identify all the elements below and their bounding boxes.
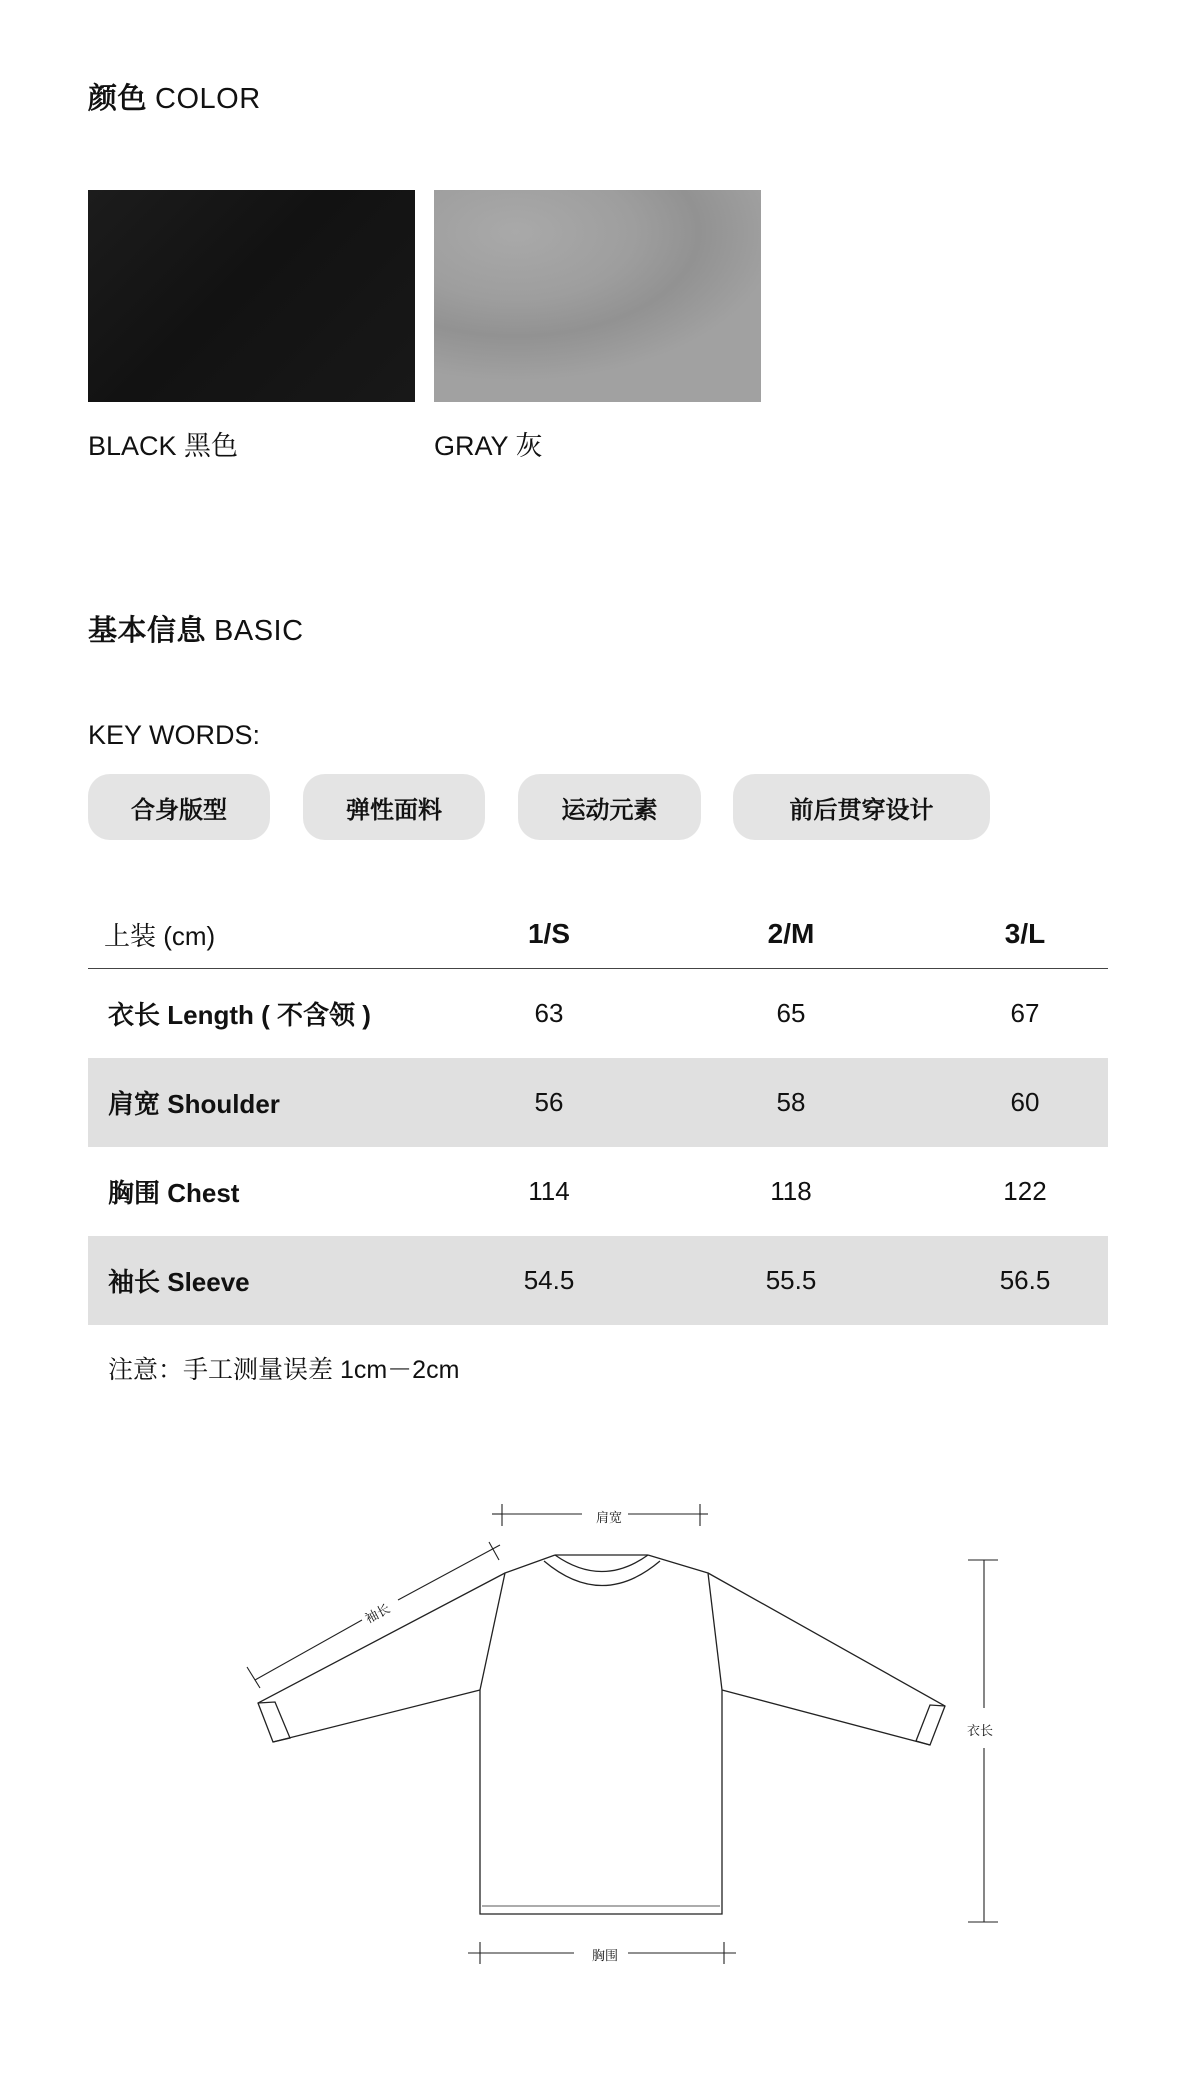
cell-value: 122	[1003, 1176, 1047, 1206]
gray-swatch[interactable]	[434, 190, 761, 402]
table-header-row	[88, 900, 1108, 969]
black-swatch[interactable]	[88, 190, 415, 402]
size-table	[88, 900, 1108, 1325]
color-section-title	[88, 76, 261, 117]
size-header-l: 3/L	[1004, 918, 1046, 949]
table-row-shoulder	[88, 1058, 1108, 1147]
diagram-label-shoulder: 肩宽	[595, 1510, 622, 1525]
diagram-label-sleeve: 袖长	[362, 1600, 393, 1627]
cell-value: 58	[776, 1087, 806, 1117]
diagram-label-length: 衣长	[967, 1723, 994, 1738]
cell-value: 67	[1010, 998, 1040, 1028]
basic-title-en: BASIC	[214, 615, 304, 647]
row-label: 胸围 Chest	[108, 1178, 240, 1208]
cell-value: 118	[770, 1176, 812, 1206]
measurement-note: 注意：手工测量误差 1cm－2cm	[108, 1356, 460, 1384]
keyword-pill-fit: 合身版型	[88, 774, 270, 840]
cell-value: 56.5	[999, 1265, 1051, 1295]
row-label: 袖长 Sleeve	[108, 1267, 250, 1297]
diagram-label-chest: 胸围	[591, 1948, 618, 1963]
keyword-pill-stretch: 弹性面料	[303, 774, 485, 840]
keywords-title: KEY WORDS:	[88, 720, 261, 750]
size-header-s: 1/S	[527, 918, 571, 949]
row-label: 衣长 Length ( 不含领 )	[108, 1000, 371, 1030]
table-header-label: 上装 (cm)	[104, 920, 216, 951]
cell-value: 65	[776, 998, 806, 1028]
keyword-pill-design: 前后贯穿设计	[733, 774, 990, 840]
table-row-sleeve	[88, 1236, 1108, 1325]
size-header-m: 2/M	[767, 918, 815, 949]
cell-value: 54.5	[523, 1265, 575, 1295]
row-label: 肩宽 Shoulder	[108, 1089, 280, 1119]
basic-section-title	[88, 608, 304, 649]
cell-value: 60	[1010, 1087, 1040, 1117]
color-title-cn: 颜色	[88, 83, 148, 115]
table-row-chest	[88, 1147, 1108, 1236]
cell-value: 114	[528, 1176, 570, 1206]
keyword-pill-sport: 运动元素	[518, 774, 701, 840]
black-swatch-label: BLACK 黑色	[88, 431, 239, 461]
cell-value: 55.5	[765, 1265, 817, 1295]
cell-value: 63	[534, 998, 564, 1028]
gray-swatch-label: GRAY 灰	[434, 431, 543, 461]
tshirt-outline-icon	[230, 1490, 1010, 1970]
table-row-length	[88, 969, 1108, 1058]
color-title-en: COLOR	[155, 83, 261, 115]
garment-diagram	[230, 1490, 1010, 1970]
cell-value: 56	[534, 1087, 564, 1117]
basic-title-cn: 基本信息	[88, 615, 207, 647]
